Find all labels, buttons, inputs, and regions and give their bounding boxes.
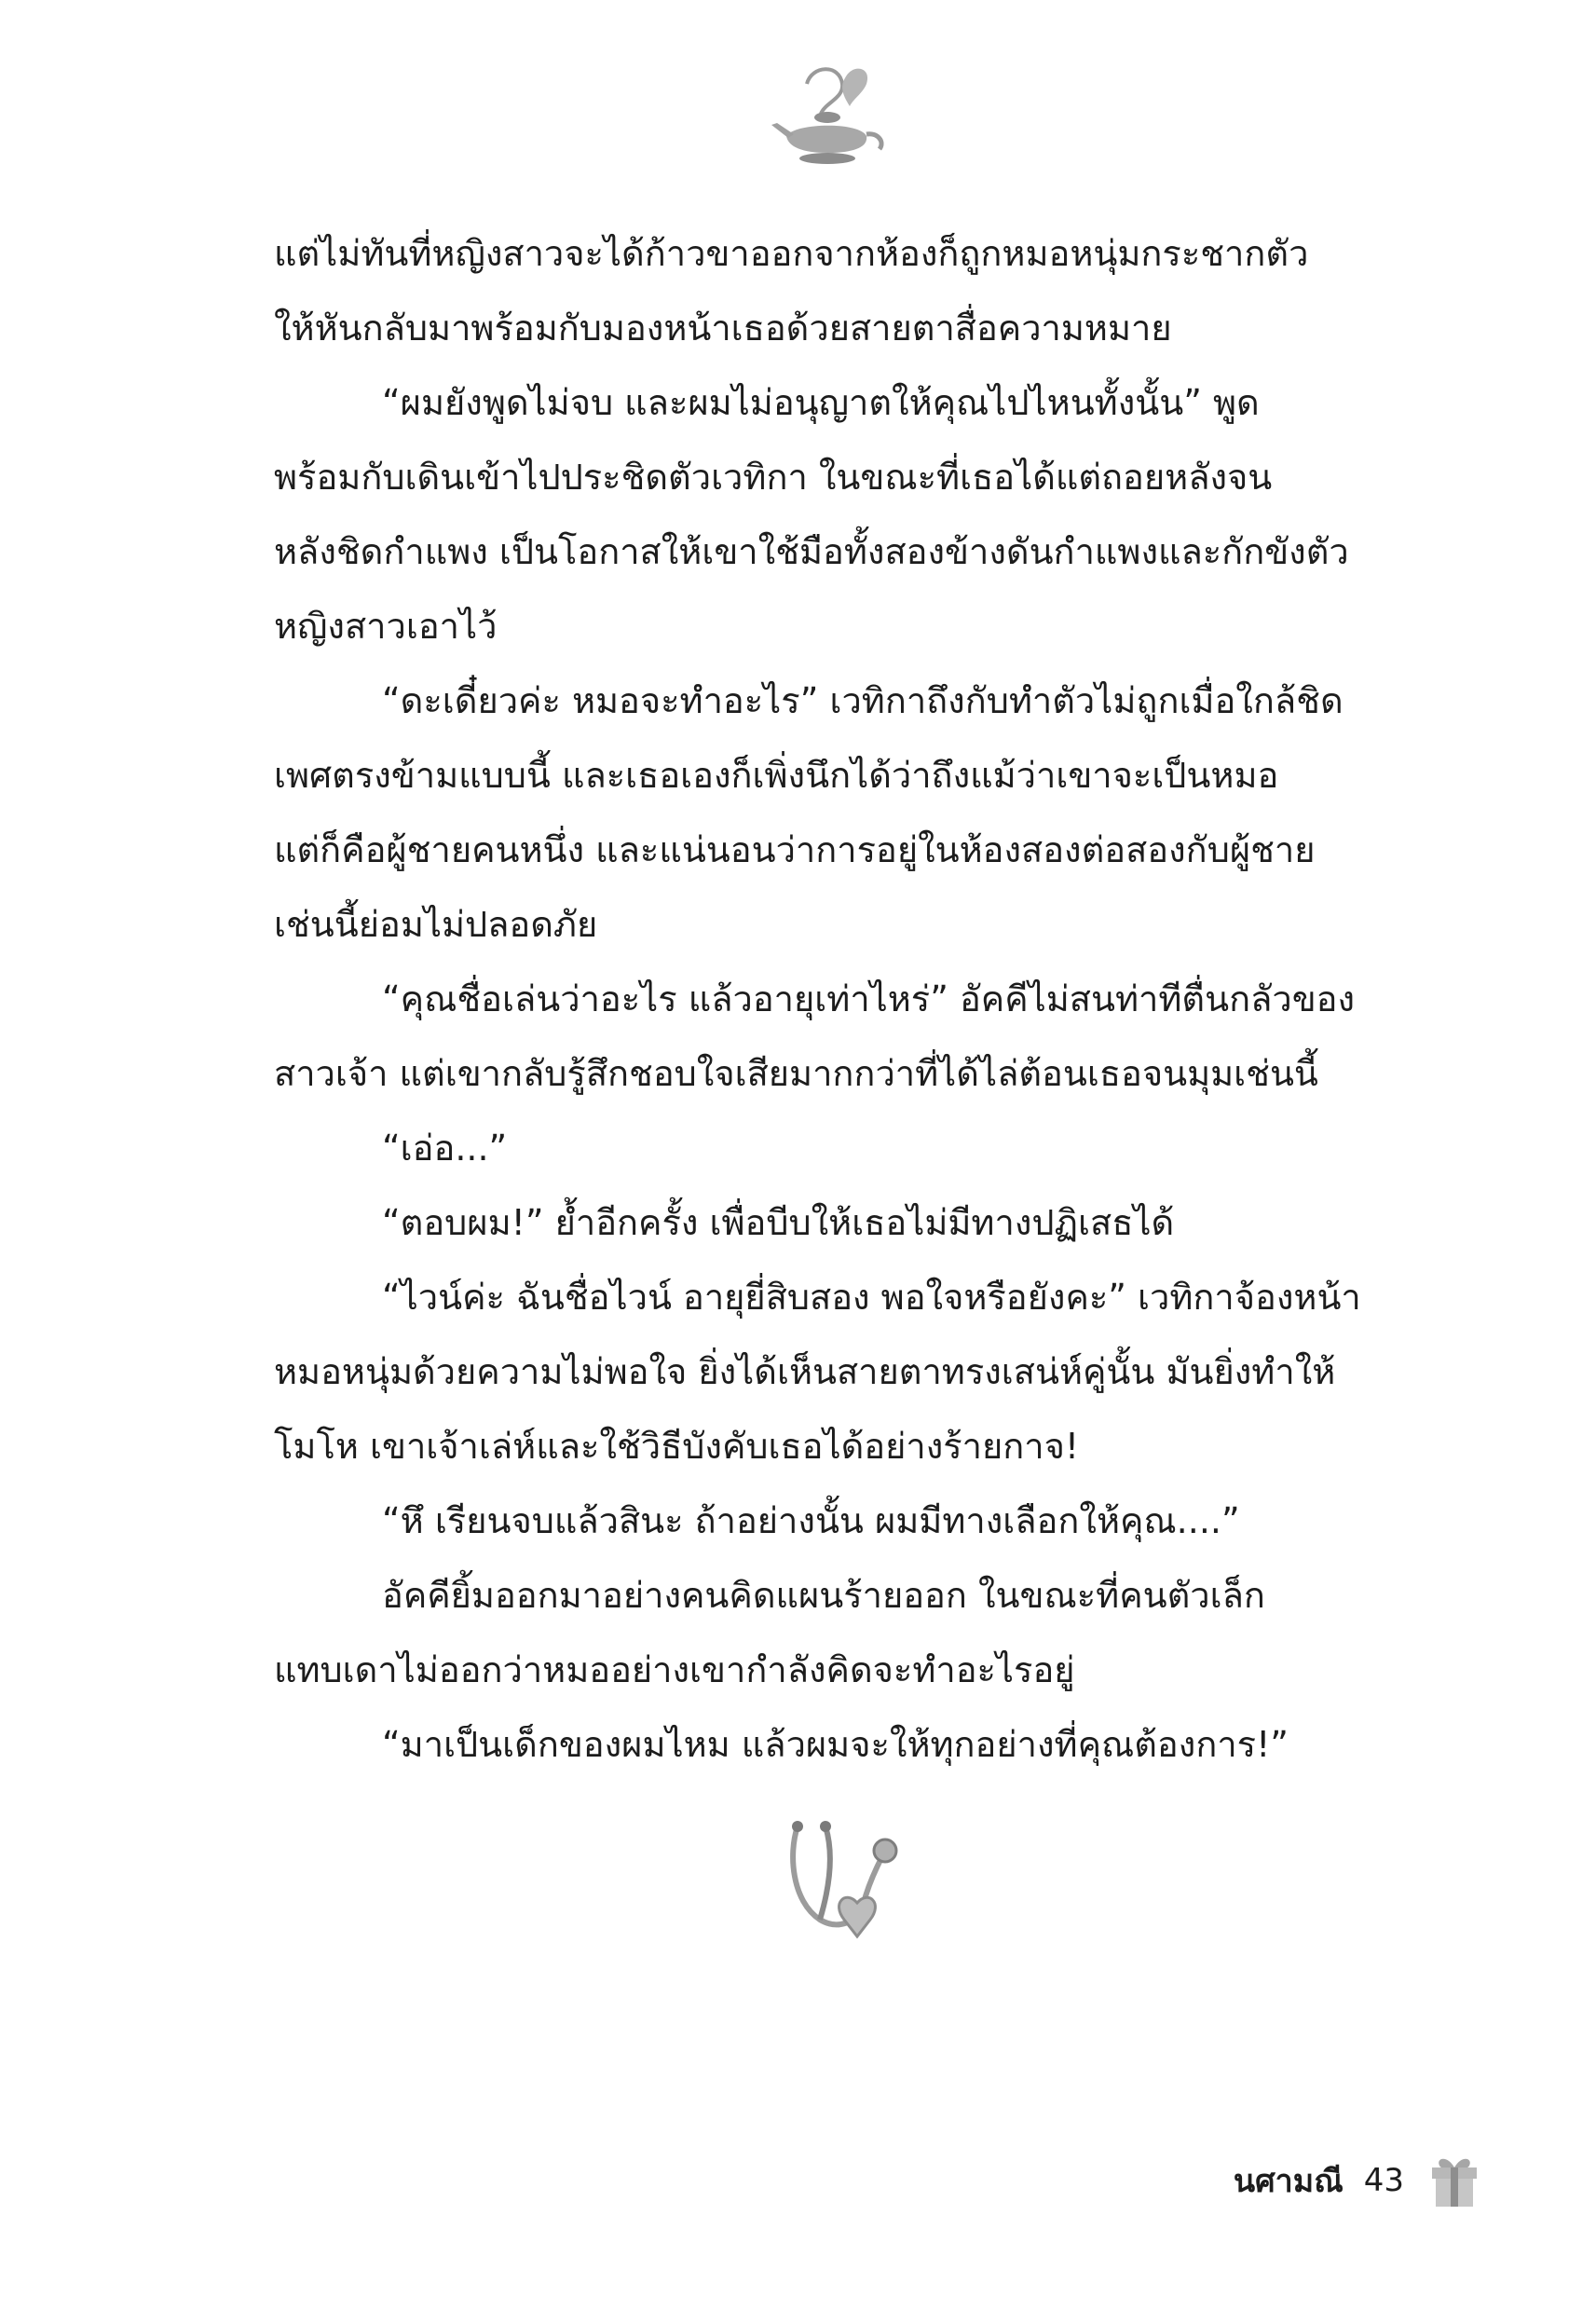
text-line: “ตอบผม!” ย้ำอีกครั้ง เพื่อบีบให้เธอไม่มีทางปฏิเสธได้ (382, 1202, 1175, 1243)
text-line: “ไวน์ค่ะ ฉันชื่อไวน์ อายุยี่สิบสอง พอใจหรือยังคะ” เวทิกาจ้องหน้า (382, 1277, 1361, 1318)
stethoscope-heart-icon (779, 1817, 909, 1976)
text-line: ให้หันกลับมาพร้อมกับมองหน้าเธอด้วยสายตาสื่อความหมาย (274, 308, 1172, 349)
genie-lamp-icon (770, 56, 891, 168)
text-line: เพศตรงข้ามแบบนี้ และเธอเองก็เพิ่งนึกได้ว่าถึงแม้ว่าเขาจะเป็นหมอ (274, 755, 1279, 796)
text-line: แทบเดาไม่ออกว่าหมออย่างเขากำลังคิดจะทำอะไรอยู่ (274, 1649, 1075, 1690)
text-line: “มาเป็นเด็กของผมไหม แล้วผมจะให้ทุกอย่างที่คุณต้องการ!” (382, 1724, 1289, 1765)
text-line: แต่ไม่ทันที่หญิงสาวจะได้ก้าวขาออกจากห้องก็ถูกหมอหนุ่มกระชากตัว (274, 233, 1309, 274)
page-footer (1234, 2151, 1484, 2210)
text-line: พร้อมกับเดินเข้าไปประชิดตัวเวทิกา ในขณะที่เธอได้แต่ถอยหลังจน (274, 457, 1273, 498)
text-line: เช่นนี้ย่อมไม่ปลอดภัย (274, 904, 598, 945)
footer-title: นศามณี (1233, 2163, 1344, 2200)
text-line: หมอหนุ่มด้วยความไม่พอใจ ยิ่งได้เห็นสายตาทรงเสน่ห์คู่นั้น มันยิ่งทำให้ (274, 1351, 1336, 1392)
text-line: “ผมยังพูดไม่จบ และผมไม่อนุญาตให้คุณไปไหนทั้งนั้น” พูด (382, 382, 1260, 423)
text-line: “หึ เรียนจบแล้วสินะ ถ้าอย่างนั้น ผมมีทางเลือกให้คุณ....” (382, 1500, 1240, 1541)
text-line: สาวเจ้า แต่เขากลับรู้สึกชอบใจเสียมากกว่าที่ได้ไล่ต้อนเธอจนมุมเช่นนี้ (274, 1053, 1318, 1094)
text-line: “ดะเดี๋ยวค่ะ หมอจะทำอะไร” เวทิกาถึงกับทำตัวไม่ถูกเมื่อใกล้ชิด (382, 680, 1344, 721)
text-line: “คุณชื่อเล่นว่าอะไร แล้วอายุเท่าไหร่” อัคคีไม่สนท่าทีตื่นกลัวของ (382, 978, 1356, 1019)
story-text (274, 216, 1411, 1782)
text-line: หลังชิดกำแพง เป็นโอกาสให้เขาใช้มือทั้งสองข้างดันกำแพงและกักขังตัว (274, 531, 1349, 572)
gift-box-icon (1425, 2151, 1484, 2210)
page-number: 43 (1363, 2162, 1404, 2199)
text-line: โมโห เขาเจ้าเล่ห์และใช้วิธีบังคับเธอได้อย่างร้ายกาจ! (274, 1426, 1080, 1467)
text-line: “เอ่อ...” (382, 1128, 508, 1169)
text-line: แต่ก็คือผู้ชายคนหนึ่ง และแน่นอนว่าการอยู่ในห้องสองต่อสองกับผู้ชาย (274, 829, 1316, 870)
text-line: หญิงสาวเอาไว้ (274, 606, 498, 647)
text-line: อัคคียิ้มออกมาอย่างคนคิดแผนร้ายออก ในขณะที่คนตัวเล็ก (382, 1575, 1265, 1616)
